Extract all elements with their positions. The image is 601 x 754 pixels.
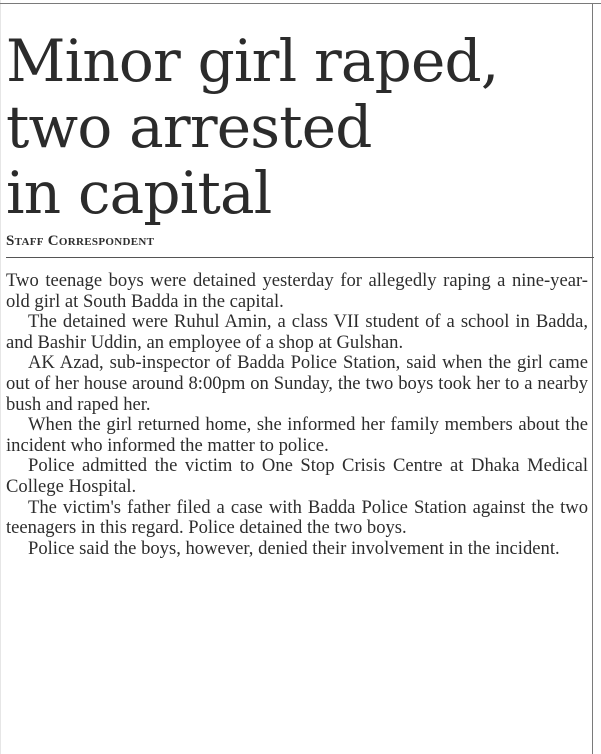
article-paragraph-7: Police said the boys, however, denied their involvement in the incident. (28, 537, 560, 559)
article-body (6, 271, 588, 559)
top-border-rule (0, 3, 601, 4)
article-paragraph-1: Two teenage boys were detained yesterday for allegedly raping a nine-year-old girl at South Badda in the capital. (6, 270, 588, 312)
article-paragraph-2: The detained were Ruhul Amin, a class VII student of a school in Badda, and Bashir Uddin, an employee of a shop at Gulshan. (6, 311, 588, 353)
left-edge-rule (0, 0, 1, 754)
article-paragraph-4: When the girl returned home, she informed her family members about the incident who informed the matter to police. (6, 414, 588, 456)
news-article (6, 28, 588, 559)
article-paragraph-5: Police admitted the victim to One Stop Crisis Centre at Dhaka Medical College Hospital. (6, 455, 588, 497)
byline: Staff Correspondent (6, 233, 155, 249)
article-paragraph-6: The victim's father filed a case with Badda Police Station against the two teenagers in this regard. Police detained the two boys. (6, 496, 588, 539)
article-headline (6, 28, 588, 226)
column-divider-rule (592, 3, 593, 754)
byline-divider (6, 257, 594, 258)
headline-line-1: Minor girl raped, (6, 27, 499, 95)
headline-line-2: two arrested (6, 93, 372, 161)
article-paragraph-3: AK Azad, sub-inspector of Badda Police Station, said when the girl came out of her house around 8:00pm on Sunday, the two boys took her to a nearby bush and raped her. (6, 352, 588, 415)
headline-line-3: in capital (6, 159, 272, 227)
